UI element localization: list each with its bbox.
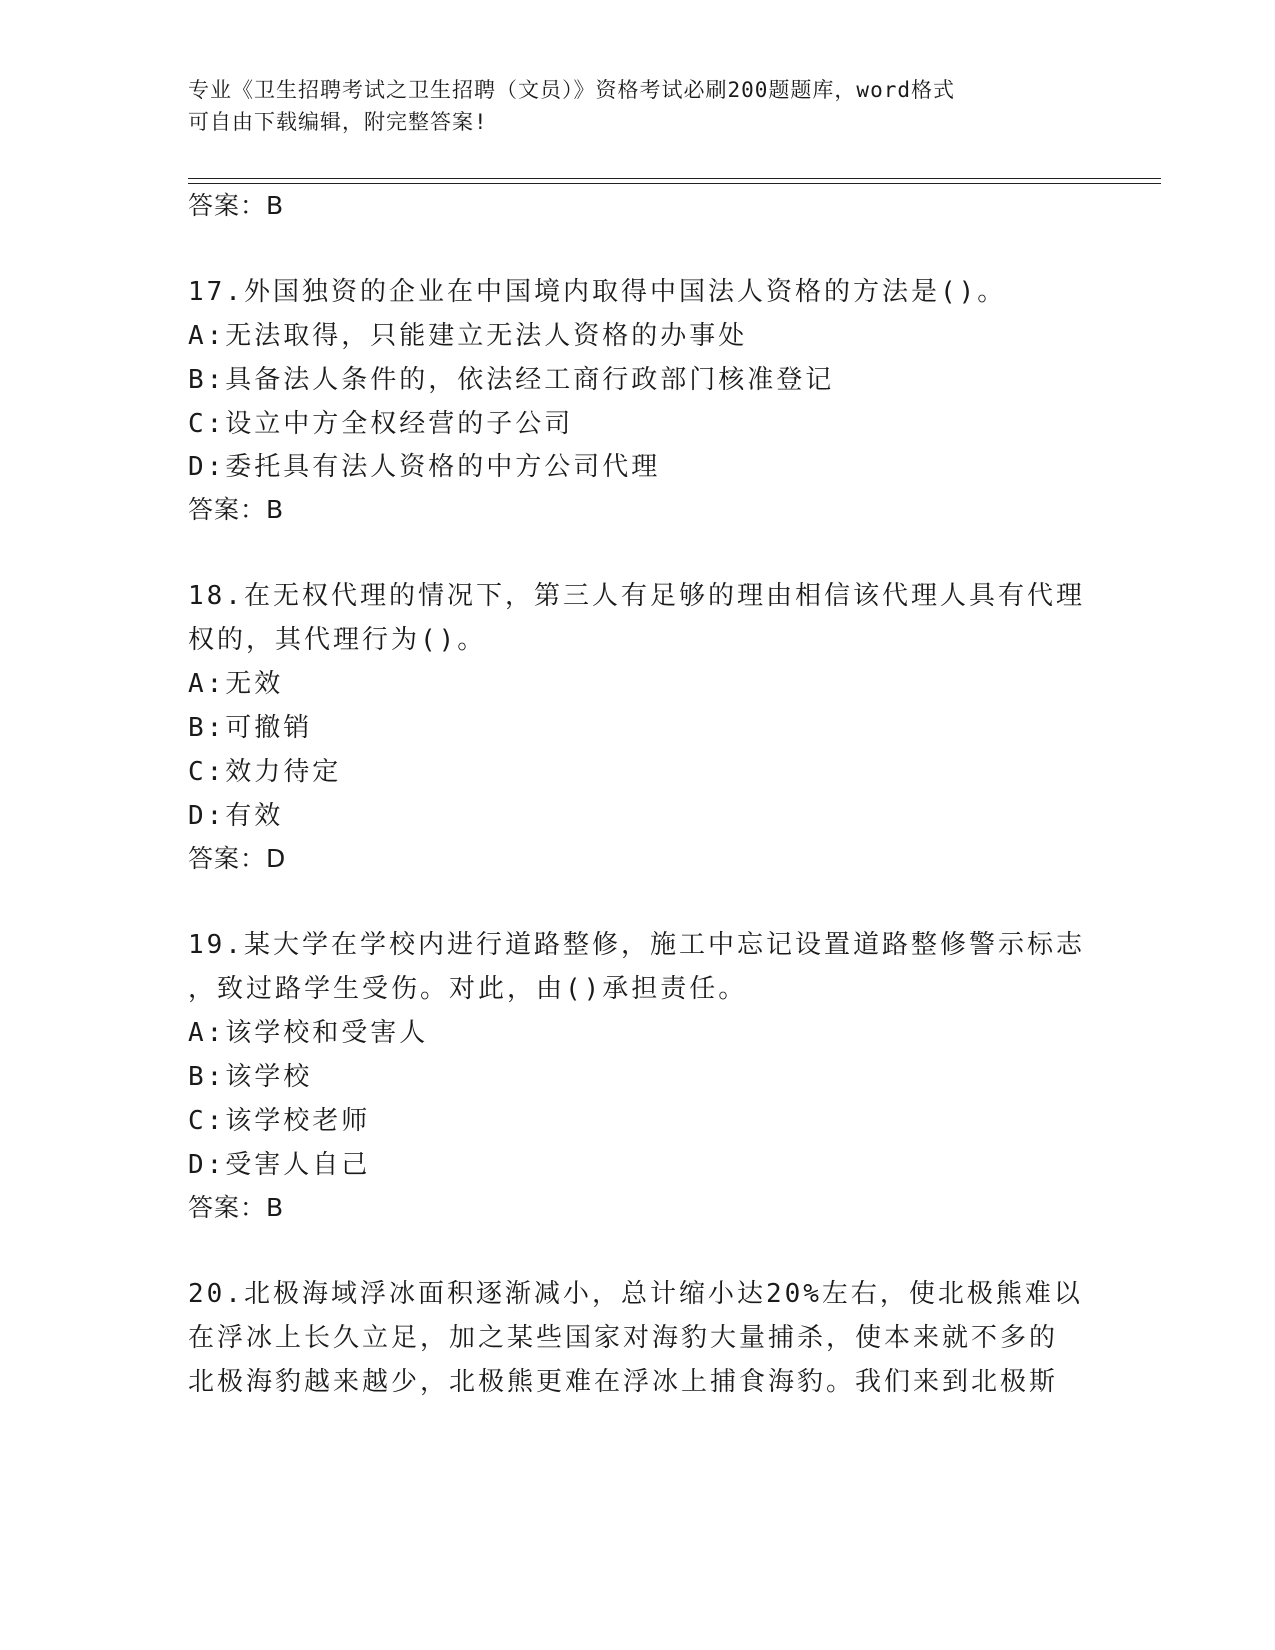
question-17-option-a: A:无法取得，只能建立无法人资格的办事处 xyxy=(188,321,748,351)
header-rule-bottom xyxy=(188,183,1161,184)
question-17-option-b: B:具备法人条件的，依法经工商行政部门核准登记 xyxy=(188,365,835,395)
question-17-answer: 答案：B xyxy=(188,495,285,524)
question-19-stem-line-1: 19.某大学在学校内进行道路整修，施工中忘记设置道路整修警示标志 xyxy=(188,930,1085,960)
previous-answer: 答案：B xyxy=(188,191,285,220)
question-17-stem: 17.外国独资的企业在中国境内取得中国法人资格的方法是()。 xyxy=(188,277,1007,307)
question-18-answer: 答案：D xyxy=(188,844,287,873)
question-18-stem-line-1: 18.在无权代理的情况下，第三人有足够的理由相信该代理人具有代理 xyxy=(188,581,1085,611)
header-rule-top xyxy=(188,178,1161,179)
question-19-option-b: B:该学校 xyxy=(188,1062,313,1092)
question-19-option-c: C:该学校老师 xyxy=(188,1106,371,1136)
question-20-stem-line-3: 北极海豹越来越少，北极熊更难在浮冰上捕食海豹。我们来到北极斯 xyxy=(188,1367,1059,1397)
question-17-option-d: D:委托具有法人资格的中方公司代理 xyxy=(188,452,661,482)
question-20-stem-line-2: 在浮冰上长久立足，加之某些国家对海豹大量捕杀，使本来就不多的 xyxy=(188,1323,1059,1353)
question-19-answer: 答案：B xyxy=(188,1193,285,1222)
document-header xyxy=(188,74,1088,138)
question-20-stem-line-1: 20.北极海域浮冰面积逐渐减小，总计缩小达20%左右，使北极熊难以 xyxy=(188,1279,1083,1309)
question-19-option-d: D:受害人自己 xyxy=(188,1150,371,1180)
question-18-stem-line-2: 权的，其代理行为()。 xyxy=(188,625,487,655)
header-line-1: 专业《卫生招聘考试之卫生招聘（文员）》资格考试必刷200题题库，word格式 xyxy=(188,78,955,102)
question-19-option-a: A:该学校和受害人 xyxy=(188,1018,429,1048)
question-18-option-b: B:可撤销 xyxy=(188,713,313,743)
question-19-stem-line-2: ，致过路学生受伤。对此，由()承担责任。 xyxy=(188,974,748,1004)
question-17-option-c: C:设立中方全权经营的子公司 xyxy=(188,409,574,439)
question-18-option-d: D:有效 xyxy=(188,801,284,831)
question-18-option-c: C:效力待定 xyxy=(188,757,342,787)
question-18-option-a: A:无效 xyxy=(188,669,284,699)
header-line-2: 可自由下载编辑，附完整答案! xyxy=(188,110,488,134)
